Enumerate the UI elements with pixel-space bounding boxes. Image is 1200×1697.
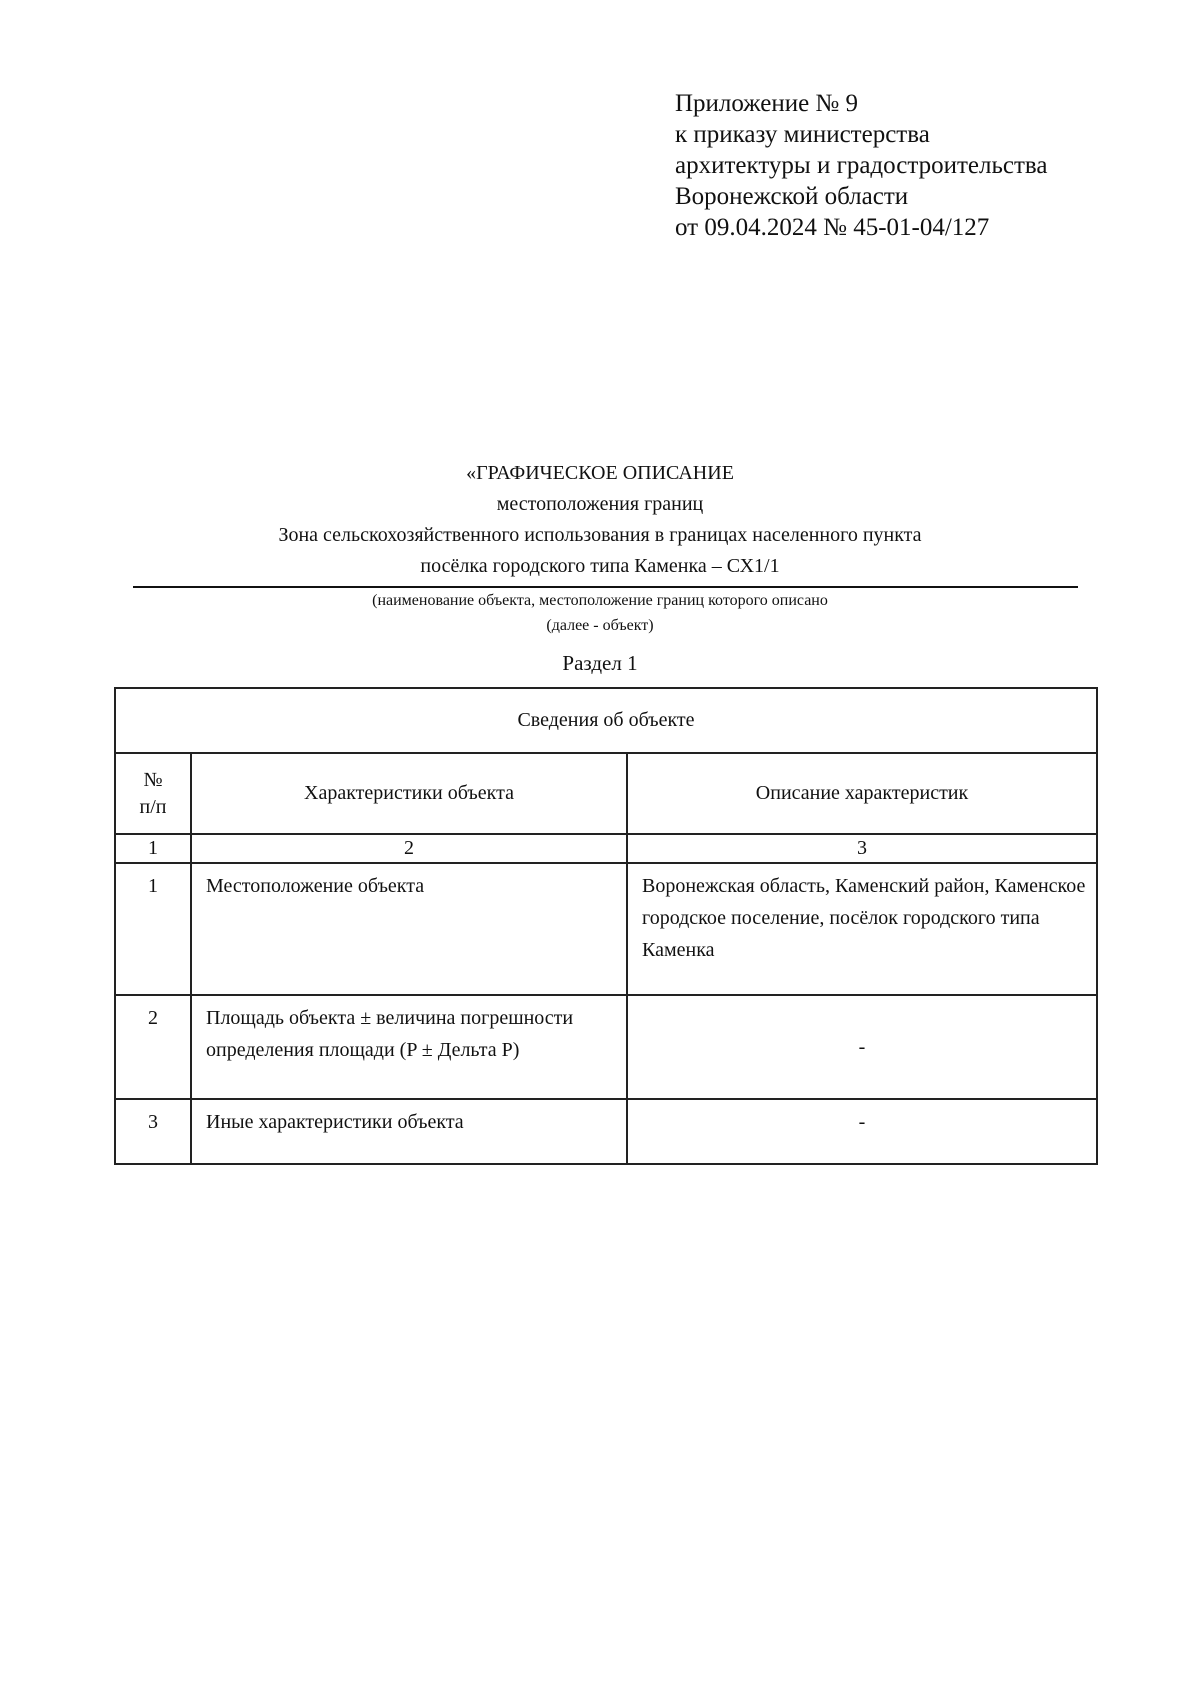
- appendix-line: к приказу министерства: [675, 121, 930, 148]
- object-name-line: Зона сельскохозяйственного использования в границах населенного пункта: [278, 524, 922, 546]
- title-heading: «ГРАФИЧЕСКОЕ ОПИСАНИЕ: [466, 462, 734, 484]
- table-title-row: [115, 688, 1097, 753]
- appendix-line: от 09.04.2024 № 45-01-04/127: [675, 214, 990, 241]
- table-index-row: [115, 834, 1097, 863]
- row-characteristic: Местоположение объекта: [191, 863, 627, 995]
- object-name-caption: [0, 588, 1200, 638]
- appendix-line: архитектуры и градостроительства: [675, 152, 1048, 179]
- row-number: 1: [115, 863, 191, 995]
- header-num: [115, 753, 191, 834]
- table-title: Сведения об объекте: [115, 688, 1097, 753]
- row-description: -: [627, 995, 1097, 1099]
- document-title: [0, 458, 1200, 582]
- object-info-table: [114, 687, 1098, 1165]
- header-num-label: № п/п: [139, 768, 167, 818]
- table-row: [115, 995, 1097, 1099]
- table-row: [115, 863, 1097, 995]
- row-description: Воронежская область, Каменский район, Каменское городское поселение, посёлок городского типа Каменка: [627, 863, 1097, 995]
- appendix-line: Приложение № 9: [675, 90, 859, 117]
- object-name-line: посёлка городского типа Каменка – СХ1/1: [420, 555, 780, 577]
- row-description: -: [627, 1099, 1097, 1164]
- index-cell: 1: [115, 834, 191, 863]
- header-description: Описание характеристик: [627, 753, 1097, 834]
- index-cell: 2: [191, 834, 627, 863]
- index-cell: 3: [627, 834, 1097, 863]
- caption-line: (далее - объект): [546, 617, 654, 634]
- table-row: [115, 1099, 1097, 1164]
- table-header-row: [115, 753, 1097, 834]
- header-characteristic: Характеристики объекта: [191, 753, 627, 834]
- row-characteristic: Площадь объекта ± величина погрешности определения площади (P ± Дельта P): [191, 995, 627, 1099]
- row-number: 3: [115, 1099, 191, 1164]
- section-label: Раздел 1: [562, 651, 638, 675]
- row-number: 2: [115, 995, 191, 1099]
- caption-line: (наименование объекта, местоположение границ которого описано: [372, 592, 828, 609]
- title-subheading: местоположения границ: [496, 493, 704, 515]
- appendix-reference: [675, 88, 1047, 243]
- appendix-line: Воронежской области: [675, 183, 909, 210]
- row-characteristic: Иные характеристики объекта: [191, 1099, 627, 1164]
